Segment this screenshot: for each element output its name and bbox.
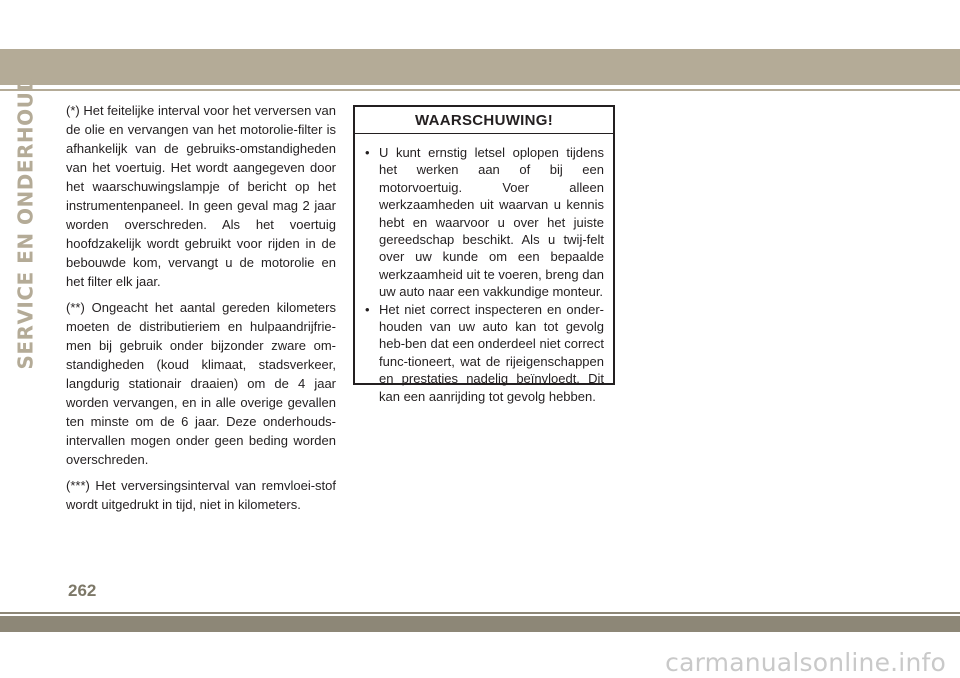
footnote-paragraph: (*) Het feitelijke interval voor het verversen van de olie en vervangen van het motorolie-filter is afhankelijk van de gebruiks-omstandigheden van het voertuig. Het wordt aangegeven door het waarschuwingslampje of bericht op het instrumentenpaneel. In geen geval mag 2 jaar worden overschreden. Als het voertuig hoofdzakelijk wordt gebruikt voor rijden in de bebouwde kom, vervangt u de motorolie en het filter elk jaar.	[66, 103, 336, 289]
warning-list	[355, 134, 613, 405]
watermark-text: carmanualsonline.info	[665, 648, 946, 677]
page-number: 262	[68, 581, 97, 600]
header-band	[0, 49, 960, 85]
section-side-label	[8, 74, 44, 370]
section-label-text: SERVICE EN ONDERHOUD	[14, 74, 39, 370]
footnote-paragraph: (**) Ongeacht het aantal gereden kilometers moeten de distributieriem en hulpaandrijfrie-men bij gebruik onder bijzonder zware om-standigheden (koud klimaat, stadsverkeer, langdurig stationair draaien) om de 4 jaar worden vervangen, en in alle overige gevallen ten minste om de 6 jaar. Deze onderhouds-intervallen mogen onder geen beding worden overschreden.	[66, 300, 336, 467]
header-rule	[0, 89, 960, 91]
footer-band	[0, 616, 960, 632]
footnote-paragraph: (***) Het verversingsinterval van remvloei-stof wordt uitgedrukt in tijd, niet in kilometers.	[66, 478, 336, 512]
warning-box	[353, 105, 615, 404]
left-text-column	[66, 101, 336, 521]
footer-rule	[0, 612, 960, 614]
warning-item: • U kunt ernstig letsel oplopen tijdens het werken aan of bij een motorvoertuig. Voer alleen werkzaamheden uit waarvan u kennis hebt en waarvoor u over het juiste gereedschap beschikt. Als u twij-felt over uw kunde om een bepaalde werkzaamheid uit te voeren, breng dan uw auto naar een vakkundige monteur.	[364, 144, 604, 301]
warning-title: WAARSCHUWING!	[355, 107, 613, 134]
warning-item: • Het niet correct inspecteren en onder-houden van uw auto kan tot gevolg heb-ben dat een onderdeel niet correct func-tioneert, wat de rijeigenschappen en prestaties nadelig beïnvloedt. Dit kan een aanrijding tot gevolg hebben.	[364, 301, 604, 405]
